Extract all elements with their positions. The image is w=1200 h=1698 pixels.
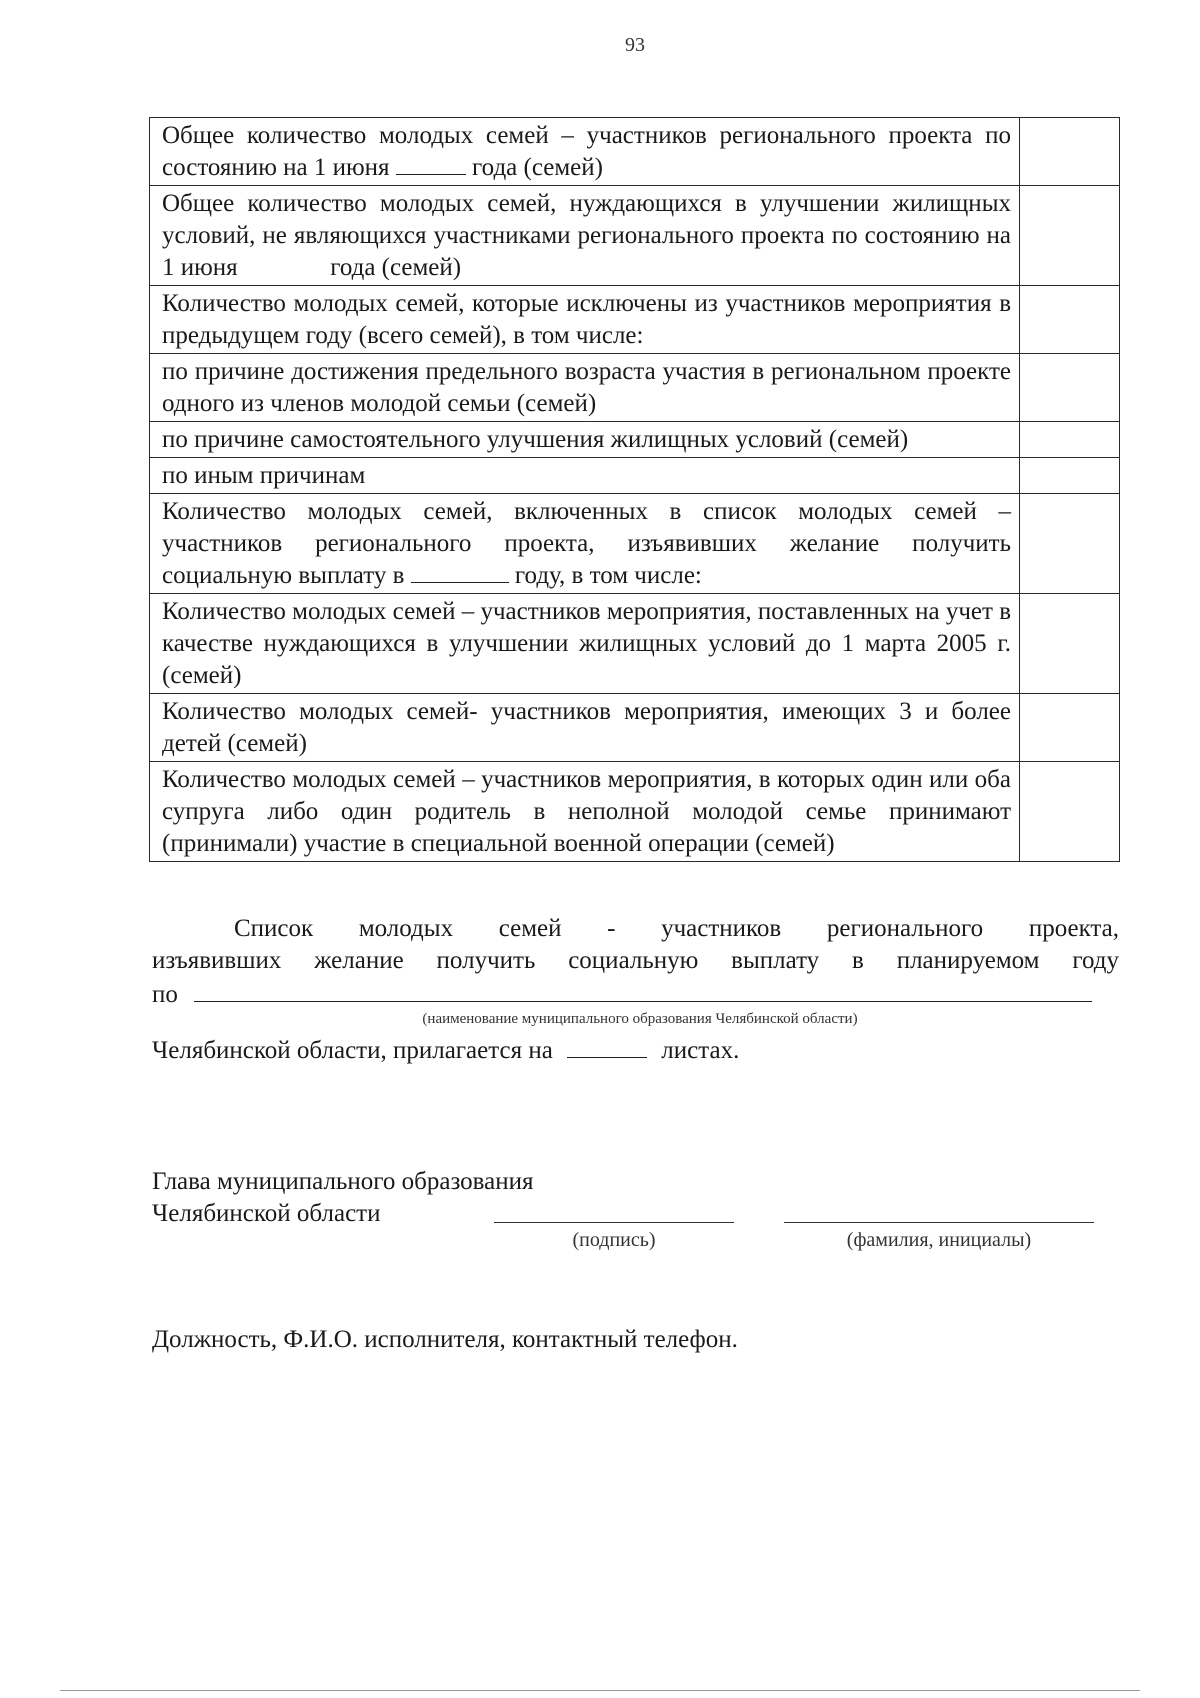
table-row xyxy=(150,762,1120,862)
table-row-label: по причине достижения предельного возраста участия в региональном проекте одного из членов молодой семьи (семей) xyxy=(150,354,1020,422)
table-row xyxy=(150,286,1120,354)
table-row-label: Общее количество молодых семей, нуждающихся в улучшении жилищных условий, не являющихся участниками регионального проекта по состоянию на 1 июня года (семей) xyxy=(150,186,1020,286)
page-number: 93 xyxy=(625,34,645,56)
table-row xyxy=(150,694,1120,762)
table-row-label: по иным причинам xyxy=(150,458,1020,494)
name-line[interactable] xyxy=(784,1222,1094,1223)
table-row xyxy=(150,422,1120,458)
table-row-value[interactable] xyxy=(1020,762,1120,862)
municipality-name-field[interactable] xyxy=(194,987,1092,1002)
name-label: (фамилия, инициалы) xyxy=(846,1229,1032,1251)
table-row-label: Общее количество молодых семей – участников регионального проекта по состоянию на 1 июня года (семей) xyxy=(150,118,1020,186)
year-blank xyxy=(244,257,324,275)
signature-title-line2: Челябинской области xyxy=(152,1200,381,1227)
table-row-label: Количество молодых семей – участников мероприятия, в которых один или оба супруга либо один родитель в неполной молодой семье принимают (принимали) участие в специальной военной операции (семей) xyxy=(150,762,1020,862)
scan-edge-rule xyxy=(60,1690,1140,1691)
table-row-label: Количество молодых семей, включенных в список молодых семей – участников регионального проекта, изъявивших желание получить социальную выплату в году, в том числе: xyxy=(150,494,1020,594)
signature-label: (подпись) xyxy=(572,1229,656,1251)
table-row-value[interactable] xyxy=(1020,458,1120,494)
municipality-caption: (наименование муниципального образования Челябинской области) xyxy=(422,1011,858,1027)
signature-title-line1: Глава муниципального образования xyxy=(152,1168,534,1195)
table-row-label: Количество молодых семей, которые исключены из участников мероприятия в предыдущем году (всего семей), в том числе: xyxy=(150,286,1020,354)
table-row-label: Количество молодых семей – участников мероприятия, поставленных на учет в качестве нуждающихся в улучшении жилищных условий до 1 марта 2005 г. (семей) xyxy=(150,594,1020,694)
table-row-value[interactable] xyxy=(1020,422,1120,458)
year-blank xyxy=(411,564,509,583)
signature-line[interactable] xyxy=(494,1222,734,1223)
table-row xyxy=(150,118,1120,186)
table-row xyxy=(150,354,1120,422)
table-row xyxy=(150,594,1120,694)
table-row-value[interactable] xyxy=(1020,494,1120,594)
table-row-value[interactable] xyxy=(1020,286,1120,354)
report-table xyxy=(149,117,1120,862)
table-row-label: Количество молодых семей- участников мероприятия, имеющих 3 и более детей (семей) xyxy=(150,694,1020,762)
table-row-value[interactable] xyxy=(1020,594,1120,694)
list-paragraph-line4: Челябинской области, прилагается на листах. xyxy=(152,1037,740,1064)
table-row xyxy=(150,494,1120,594)
table-row-label: по причине самостоятельного улучшения жилищных условий (семей) xyxy=(150,422,1020,458)
list-paragraph-line1: Список молодых семей - участников регионального проекта, xyxy=(234,915,1119,942)
table-row-value[interactable] xyxy=(1020,118,1120,186)
year-blank xyxy=(396,156,466,175)
list-paragraph-line3: по xyxy=(152,979,1119,1011)
table-row xyxy=(150,458,1120,494)
list-paragraph-line2: изъявивших желание получить социальную выплату в планируемом году xyxy=(152,947,1119,974)
table-row xyxy=(150,186,1120,286)
sheets-count-field[interactable] xyxy=(567,1039,647,1058)
table-row-value[interactable] xyxy=(1020,694,1120,762)
table-row-value[interactable] xyxy=(1020,354,1120,422)
executor-line: Должность, Ф.И.О. исполнителя, контактный телефон. xyxy=(152,1326,738,1353)
table-row-value[interactable] xyxy=(1020,186,1120,286)
